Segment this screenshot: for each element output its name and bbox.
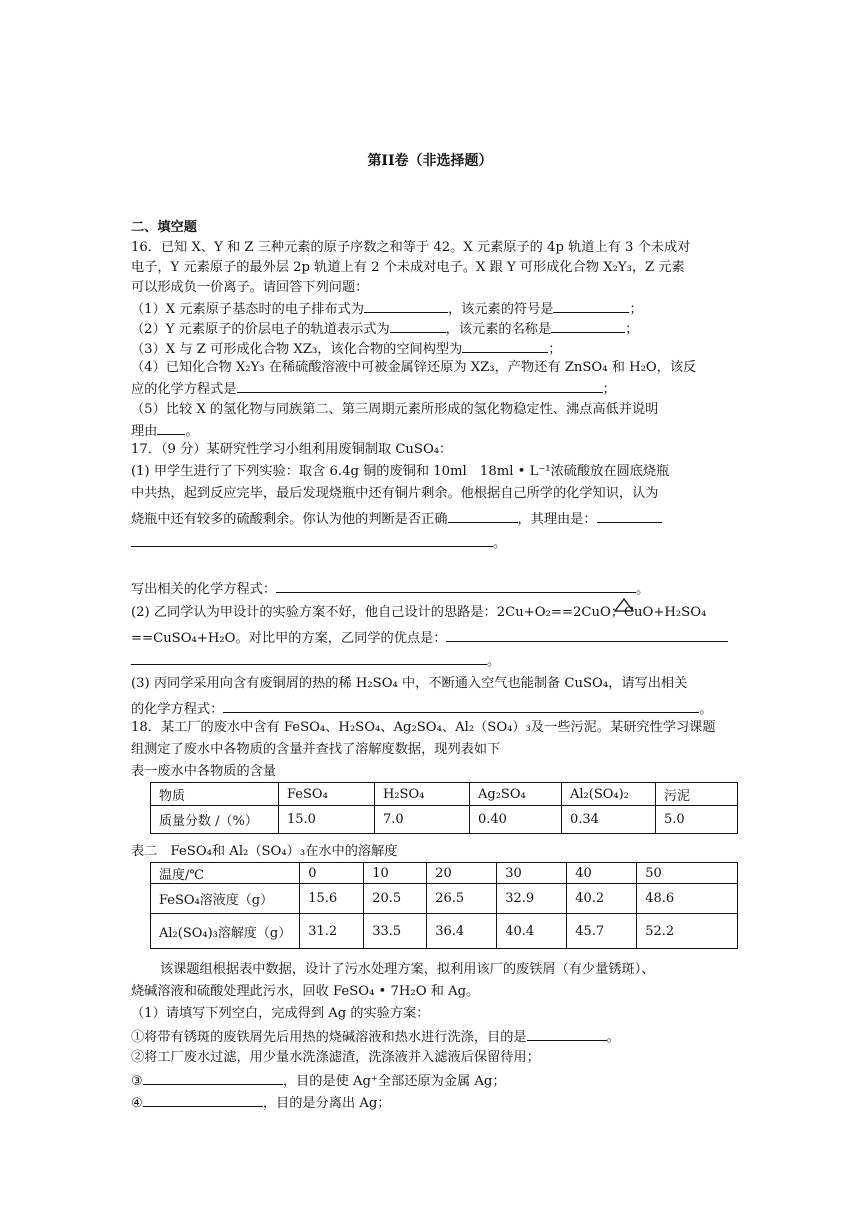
table-cell: Ag₂SO₄ [470, 783, 562, 806]
q16-p1-blank-1[interactable] [364, 300, 448, 313]
table-cell: 质量分数 /（%） [151, 806, 279, 834]
q18-step-3-text: ，目的是使 Ag⁺全部还原为金属 Ag； [282, 1074, 506, 1089]
q16-p5-text-c: 。 [185, 424, 199, 439]
table-2-caption: 表二 FeSO₄和 Al₂（SO₄）₃在水中的溶解度 [131, 844, 398, 859]
table-cell: 40.2 [567, 884, 637, 914]
q16-line-3: 可以形成负一价离子。请回答下列问题： [131, 280, 369, 295]
q18-line-2: 组测定了废水中各物质的含量并查找了溶解度数据，现列表如下 [131, 742, 501, 757]
q16-part-4-line-2 [131, 380, 616, 398]
q17-p1-text-d: ，其理由是： [517, 512, 597, 527]
q18-line-1: 18．某工厂的废水中含有 FeSO₄、H₂SO₄、Ag₂SO₄、Al₂（SO₄）₃及一些污泥。某研究性学习课题 [131, 720, 716, 735]
q17-line-1: 17．（9 分）某研究性学习小组利用废铜制取 CuSO₄： [131, 442, 453, 457]
q18-step-4-marker: ④ [131, 1096, 143, 1111]
table-2 [150, 862, 738, 949]
table-2-row [151, 884, 738, 914]
q18-step-1-end: 。 [606, 1030, 620, 1045]
q16-p1-text-c: ； [629, 302, 643, 317]
q18-step-3-blank[interactable] [143, 1072, 283, 1085]
table-cell: FeSO₄ [279, 783, 375, 806]
q17-eq-blank[interactable] [276, 580, 636, 593]
q18-description-line-2: 烧碱溶液和硫酸处理此污水，回收 FeSO₄ • 7H₂O 和 Ag。 [131, 984, 480, 999]
section-heading: 二、填空题 [131, 220, 197, 235]
table-cell: 0 [300, 863, 364, 884]
q17-part-2-line-3 [131, 652, 500, 670]
q17-eq-text-a: 写出相关的化学方程式： [131, 582, 277, 597]
table-cell: 32.9 [497, 884, 567, 914]
table-cell: 7.0 [375, 806, 470, 834]
q17-p1-blank-2[interactable] [597, 510, 662, 523]
table-cell: 10 [364, 863, 427, 884]
table-cell: 31.2 [300, 914, 364, 949]
q17-equation-line [131, 580, 649, 598]
q16-part-5-line-2 [131, 422, 199, 440]
q18-description-line-1: 该课题组根据表中数据，设计了污水处理方案，拟利用该厂的废铁屑（有少量锈斑）、 [160, 962, 655, 977]
q17-p3-text-b: 的化学方程式： [131, 702, 224, 717]
q16-p3-blank[interactable] [462, 340, 548, 353]
q16-p3-text-a: （3）X 与 Z 可形成化合物 XZ₃，该化合物的空间构型为 [131, 342, 463, 357]
q17-p2-text-c: 。 [487, 654, 501, 669]
q16-line-1: 16．已知 X、Y 和 Z 三种元素的原子序数之和等于 42。X 元素原子的 4p 轨道上有 3 个未成对 [131, 240, 691, 255]
table-1-caption: 表一废水中各物质的含量 [131, 764, 277, 779]
table-cell: 30 [497, 863, 567, 884]
q16-p4-text-c: ； [602, 382, 616, 397]
q17-part-3-line-1: (3) 丙同学采用向含有废铜屑的热的稀 H₂SO₄ 中，不断通入空气也能制备 CuSO₄，请写出相关 [131, 676, 688, 691]
q17-p1-text-c: 烧瓶中还有较多的硫酸剩余。你认为他的判断是否正确 [131, 512, 448, 527]
table-cell: 20.5 [364, 884, 427, 914]
table-cell: 温度/℃ [151, 863, 300, 884]
table-cell: 5.0 [656, 806, 738, 834]
q17-part-1-line-2: 中共热，起到反应完毕，最后发现烧瓶中还有铜片剩余。他根据自己所学的化学知识，认为 [131, 486, 659, 501]
q17-p1-text-e: 。 [493, 536, 507, 551]
table-cell: 26.5 [427, 884, 497, 914]
q17-p1-blank-1[interactable] [448, 510, 518, 523]
q16-p5-blank[interactable] [157, 422, 185, 435]
table-2-header-row [151, 863, 738, 884]
q16-p2-text-b: ，该元素的名称是 [445, 322, 552, 337]
q18-step-4 [131, 1094, 391, 1112]
q18-subquestion-1: （1）请填写下列空白，完成得到 Ag 的实验方案： [131, 1006, 430, 1021]
q16-p5-text-b: 理由 [131, 424, 158, 439]
table-2-row [151, 914, 738, 949]
q18-step-4-text: ，目的是分离出 Ag； [262, 1096, 391, 1111]
q17-p3-blank[interactable] [223, 700, 699, 713]
q16-p3-text-b: ； [548, 342, 562, 357]
q16-p2-text-a: （2）Y 元素原子的价层电子的轨道表示式为 [131, 322, 390, 337]
q18-step-1-blank[interactable] [527, 1028, 607, 1041]
q18-step-3 [131, 1072, 506, 1090]
q16-p4-blank[interactable] [237, 380, 603, 393]
q16-p1-text-a: （1）X 元素原子基态时的电子排布式为 [131, 302, 364, 317]
table-cell: 0.40 [470, 806, 562, 834]
q18-step-1-text: ①将带有锈斑的废铁屑先后用热的烧碱溶液和热水进行洗涤，目的是 [131, 1030, 527, 1045]
q16-line-2: 电子，Y 元素原子的最外层 2p 轨道上有 2 个未成对电子。X 跟 Y 可形成化合物 X₂Y₃，Z 元素 [131, 260, 685, 275]
heat-triangle-icon [614, 598, 634, 612]
q16-part-2 [131, 320, 638, 338]
q16-part-5-line-1: （5）比较 X 的氢化物与同族第二、第三周期元素所形成的氢化物稳定性、沸点高低并说明 [131, 402, 659, 417]
q16-p2-blank-2[interactable] [551, 320, 625, 333]
table-cell: FeSO₄溶液度（g） [151, 884, 300, 914]
q16-part-4-line-1: （4）已知化合物 X₂Y₃ 在稀硫酸溶液中可被金属锌还原为 XZ₃，产物还有 ZnSO₄ 和 H₂O，该反 [131, 360, 697, 375]
q18-step-1 [131, 1028, 620, 1046]
table-cell: 33.5 [364, 914, 427, 949]
q17-part-1-line-4 [131, 534, 506, 552]
table-cell: 20 [427, 863, 497, 884]
q18-step-2: ②将工厂废水过滤，用少量水洗涤滤渣，洗涤液并入滤液后保留待用； [131, 1050, 540, 1065]
part-title: 第II卷（非选择题） [367, 153, 493, 169]
table-cell: H₂SO₄ [375, 783, 470, 806]
table-1-header-row [151, 783, 738, 806]
table-cell: Al₂(SO₄)₂ [562, 783, 656, 806]
q17-p2-text-b: ==CuSO₄+H₂O。对比甲的方案，乙同学的优点是： [131, 631, 447, 646]
table-cell: 物质 [151, 783, 279, 806]
q16-p1-text-b: ，该元素的符号是 [447, 302, 554, 317]
table-cell: 36.4 [427, 914, 497, 949]
q18-step-4-blank[interactable] [143, 1094, 263, 1107]
q17-part-3-line-2 [131, 700, 713, 718]
q16-p2-blank-1[interactable] [390, 320, 446, 333]
q16-p1-blank-2[interactable] [553, 300, 629, 313]
table-cell: 15.6 [300, 884, 364, 914]
q17-p3-text-c: 。 [699, 702, 713, 717]
q17-eq-text-b: 。 [636, 582, 650, 597]
q16-part-1 [131, 300, 643, 318]
q16-p2-text-c: ； [625, 322, 639, 337]
q16-part-3 [131, 340, 561, 358]
table-cell: 污泥 [656, 783, 738, 806]
q17-part-2-line-2 [131, 629, 728, 647]
q16-p4-text-b: 应的化学方程式是 [131, 382, 237, 397]
table-cell: 40 [567, 863, 637, 884]
q17-part-1-line-3 [131, 510, 662, 528]
table-cell: 40.4 [497, 914, 567, 949]
q17-p2-blank-1[interactable] [446, 629, 728, 642]
table-cell: 52.2 [637, 914, 738, 949]
q17-p2-blank-2[interactable] [131, 652, 487, 665]
q17-p2-text-a: (2) 乙同学认为甲设计的实验方案不好，他自己设计的思路是：2Cu+O₂==2CuO；CuO+H₂SO₄ [131, 605, 707, 620]
table-cell: Al₂(SO₄)₃溶解度（g） [151, 914, 300, 949]
q17-part-1-line-1: (1) 甲学生进行了下列实验：取含 6.4g 铜的废铜和 10ml 18ml • L⁻¹浓硫酸放在圆底烧瓶 [131, 464, 670, 479]
q18-step-3-marker: ③ [131, 1074, 143, 1089]
table-cell: 45.7 [567, 914, 637, 949]
table-cell: 50 [637, 863, 738, 884]
table-1-row [151, 806, 738, 834]
table-cell: 48.6 [637, 884, 738, 914]
table-cell: 15.0 [279, 806, 375, 834]
table-cell: 0.34 [562, 806, 656, 834]
table-1 [150, 782, 738, 834]
q17-p1-blank-3[interactable] [131, 534, 493, 547]
